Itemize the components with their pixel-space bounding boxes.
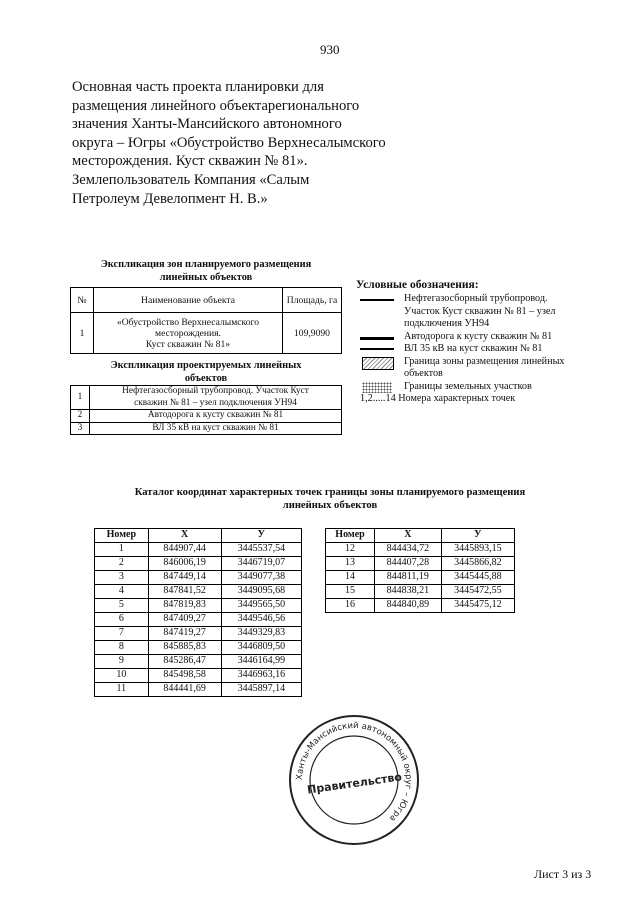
title-line: значения Ханты-Мансийского автономного	[72, 116, 342, 133]
cell-x: 844811,19	[375, 571, 442, 585]
catalog-title-line: линейных объектов	[282, 500, 378, 511]
zones-title-line: Экспликация зон планируемого размещения	[100, 259, 312, 270]
cell-y: 3446719,07	[221, 557, 301, 571]
legend-text: Нефтегазосборный трубопровод.	[404, 293, 548, 304]
cell-y: 3445893,15	[441, 543, 514, 557]
legend-text: Участок Куст скважин № 81 – узел	[404, 305, 556, 317]
cell-y: 3446164,99	[221, 655, 301, 669]
cell-x: 844441,69	[148, 683, 221, 697]
table-row	[95, 543, 302, 557]
cell-x: 847819,83	[148, 599, 221, 613]
cell-y: 3445475,12	[441, 599, 514, 613]
zones-explication-table	[70, 287, 342, 354]
table-row	[95, 557, 302, 571]
seal-ring-textpath: Ханты-Мансийский автономный округ – Югра	[294, 720, 414, 824]
document-title	[72, 78, 402, 208]
title-line: размещения линейного объектарегионального	[72, 97, 360, 114]
header-number: Номер	[95, 529, 149, 543]
title-line: Землепользователь Компания «Салым	[72, 171, 310, 188]
table-row	[326, 599, 515, 613]
cell-y: 3445472,55	[441, 585, 514, 599]
cell-number: 12	[326, 543, 375, 557]
table-row	[71, 422, 342, 435]
header-x: X	[375, 529, 442, 543]
header-x: X	[148, 529, 221, 543]
legend-title: Условные обозначения:	[356, 279, 479, 291]
table-row	[95, 613, 302, 627]
table-row	[71, 410, 342, 423]
hatched-zone-symbol	[362, 357, 394, 370]
powerline-symbol	[360, 348, 394, 350]
title-line: Основная часть проекта планировки для	[72, 79, 324, 95]
header-area: Площадь, га	[283, 288, 342, 313]
table-row	[95, 599, 302, 613]
table-row	[95, 585, 302, 599]
cell-number: 16	[326, 599, 375, 613]
table-row	[326, 557, 515, 571]
cell-number: 6	[95, 613, 149, 627]
objects-title-line: Экспликация проектируемых линейных	[110, 360, 302, 371]
cell-number: 2	[95, 557, 149, 571]
legend-text: ВЛ 35 кВ на куст скважин № 81	[404, 343, 543, 354]
cell-y: 3446963,16	[221, 669, 301, 683]
cell-num: 1	[71, 313, 94, 354]
title-line: месторождения. Куст скважин № 81».	[72, 153, 308, 170]
cell-x: 844838,21	[375, 585, 442, 599]
cell-x: 845498,58	[148, 669, 221, 683]
cell-x: 847409,27	[148, 613, 221, 627]
name-line: Куст скважин № 81»	[145, 338, 231, 350]
objects-title-line: объектов	[184, 372, 228, 384]
cell-x: 844407,28	[375, 557, 442, 571]
cell-y: 3449546,56	[221, 613, 301, 627]
name-line: скважин № 81 – узел подключения УН94	[134, 397, 297, 408]
dotted-plot-symbol	[362, 382, 392, 393]
cell-number: 7	[95, 627, 149, 641]
table-row	[71, 313, 342, 354]
legend	[356, 279, 596, 406]
cell-number: 14	[326, 571, 375, 585]
title-line: округа – Югры «Обустройство Верхнесалымского	[72, 134, 386, 151]
cell-number: 8	[95, 641, 149, 655]
table-row	[326, 571, 515, 585]
cell-number: 1	[95, 543, 149, 557]
sheet-label: Лист 3 из 3	[534, 867, 592, 881]
header-y: У	[441, 529, 514, 543]
header-y: У	[221, 529, 301, 543]
name-line: Нефтегазосборный трубопровод. Участок Куст	[122, 386, 309, 396]
cell-y: 3449329,83	[221, 627, 301, 641]
legend-text: Автодорога к кусту скважин № 81	[404, 330, 553, 342]
cell-x: 846006,19	[148, 557, 221, 571]
cell-y: 3446809,50	[221, 641, 301, 655]
table-row	[95, 641, 302, 655]
cell-y: 3445445,88	[441, 571, 514, 585]
zones-explication-title	[70, 259, 342, 284]
cell-x: 845286,47	[148, 655, 221, 669]
cell-number: 15	[326, 585, 375, 599]
table-header-row	[95, 529, 302, 543]
legend-text: Границы земельных участков	[404, 380, 532, 392]
legend-item-zone-boundary	[356, 356, 596, 381]
cell-name: ВЛ 35 кВ на куст скважин № 81	[90, 422, 342, 435]
table-row	[95, 655, 302, 669]
header-num: №	[71, 288, 94, 313]
cell-name	[90, 386, 342, 410]
road-line-symbol	[360, 337, 394, 340]
official-seal-stamp	[287, 713, 421, 847]
name-line: «Обустройство Верхнесалымского	[116, 316, 260, 328]
table-row	[326, 585, 515, 599]
cell-name: Автодорога к кусту скважин № 81	[90, 410, 342, 423]
cell-x: 847419,27	[148, 627, 221, 641]
catalog-title-line: Каталог координат характерных точек границы зоны планируемого размещения	[134, 487, 526, 498]
cell-number: 10	[95, 669, 149, 683]
cell-x: 845885,83	[148, 641, 221, 655]
table-row	[95, 669, 302, 683]
legend-item-road	[356, 331, 596, 344]
legend-text: объектов	[404, 368, 443, 379]
legend-text: подключения УН94	[404, 318, 490, 329]
cell-number: 5	[95, 599, 149, 613]
title-line: Петролеум Девелопмент Н. В.»	[72, 190, 268, 207]
cell-x: 847449,14	[148, 571, 221, 585]
legend-item-pipeline	[356, 293, 596, 331]
table-row	[95, 683, 302, 697]
cell-y: 3449077,38	[221, 571, 301, 585]
cell-num: 3	[71, 422, 90, 435]
cell-x: 844434,72	[375, 543, 442, 557]
cell-y: 3445866,82	[441, 557, 514, 571]
coordinates-table-right	[325, 528, 515, 613]
cell-y: 3445897,14	[221, 683, 301, 697]
cell-number: 9	[95, 655, 149, 669]
objects-explication-title	[70, 360, 342, 385]
cell-number: 13	[326, 557, 375, 571]
cell-y: 3445537,54	[221, 543, 301, 557]
cell-number: 11	[95, 683, 149, 697]
table-row	[95, 571, 302, 585]
header-number: Номер	[326, 529, 375, 543]
cell-name	[94, 313, 283, 354]
seal-center-text: Правительство	[306, 770, 403, 797]
table-row	[95, 627, 302, 641]
cell-num: 1	[71, 386, 90, 410]
pipeline-line-symbol	[360, 299, 394, 301]
objects-explication-table	[70, 385, 342, 435]
cell-area: 109,9090	[283, 313, 342, 354]
cell-y: 3449095,68	[221, 585, 301, 599]
cell-x: 847841,52	[148, 585, 221, 599]
legend-item-powerline	[356, 343, 596, 356]
name-line: месторождения.	[155, 327, 221, 339]
table-header-row	[326, 529, 515, 543]
coordinates-table-left	[94, 528, 302, 697]
cell-x: 844907,44	[148, 543, 221, 557]
cell-y: 3449565,50	[221, 599, 301, 613]
cell-number: 4	[95, 585, 149, 599]
table-row	[71, 386, 342, 410]
zones-title-line: линейных объектов	[159, 271, 253, 283]
table-header-row	[71, 288, 342, 313]
cell-number: 3	[95, 571, 149, 585]
header-name: Наименование объекта	[94, 288, 283, 313]
catalog-title	[70, 486, 590, 512]
cell-num: 2	[71, 410, 90, 423]
legend-text: Граница зоны размещения линейных	[404, 355, 565, 367]
legend-item-land-plots	[356, 381, 596, 394]
page-number: 930	[320, 42, 340, 57]
legend-points-note: 1,2.....14 Номера характерных точек	[360, 393, 516, 404]
table-row	[326, 543, 515, 557]
cell-x: 844840,89	[375, 599, 442, 613]
